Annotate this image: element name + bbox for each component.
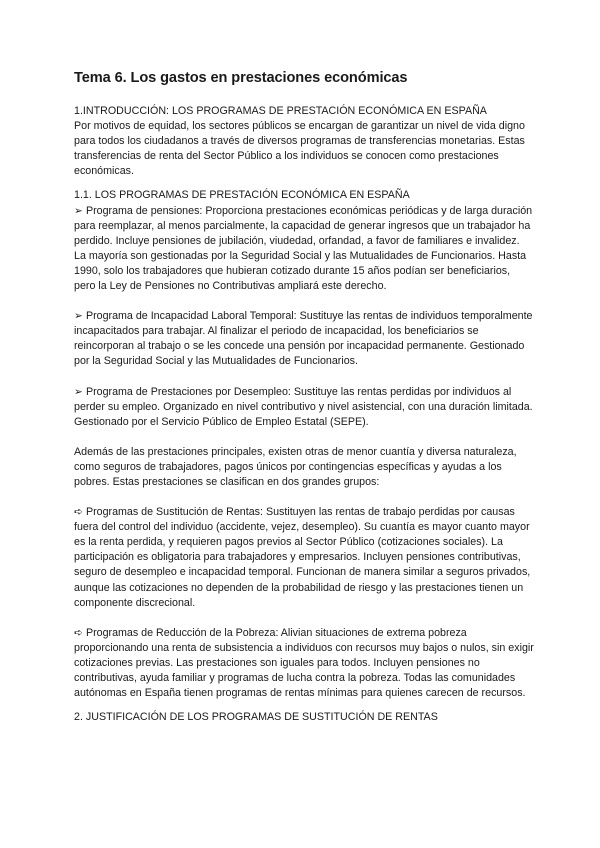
summary-paragraph: Además de las prestaciones principales, existen otras de menor cuantía y diversa naturaleza, como seguros de trabajadores, pagos únicos por contingencias específicas y ayudas a los pobres. Estas prestaciones se clasifican en dos grandes grupos: [74,445,517,488]
poverty-reduction-group [74,626,534,701]
intro-heading: 1.INTRODUCCIÓN: LOS PROGRAMAS DE PRESTACIÓN ECONÓMICA EN ESPAÑA [74,105,487,117]
unemployment-item-text: Programa de Prestaciones por Desempleo: Sustituye las rentas perdidas por individuos al perder su empleo. Organizado en nivel contributivo y nivel asistencial, con una duración limitada. Gestionado por el Servicio Público de Empleo Estatal (SEPE). [74,385,533,428]
arrow-bullet-icon: ➢ [74,204,83,217]
pensions-item-text: Programa de pensiones: Proporciona prestaciones económicas periódicas y de larga duración para reemplazar, al menos parcialmente, la capacidad de generar ingresos que un trabajador ha perdido. Incluye pensiones de jubilación, viudedad, orfandad, a favor de familiares e invalidez. La mayoría son gestionadas por la Seguridad Social y las Mutualidades de Funcionarios. Hasta 1990, solo los trabajadores que hubieran cotizado durante 15 años podían ser beneficiarios, pero la Ley de Pensiones no Contributivas ampliará este derecho. [74,204,533,293]
section-1-1-heading: 1.1. LOS PROGRAMAS DE PRESTACIÓN ECONÓMICA EN ESPAÑA [74,189,410,202]
income-substitution-group [74,505,534,611]
arrow-bullet-icon: ➢ [74,310,83,323]
section-2-heading: 2. JUSTIFICACIÓN DE LOS PROGRAMAS DE SUSTITUCIÓN DE RENTAS [74,711,438,724]
pensions-item [74,204,534,295]
unemployment-item [74,385,534,430]
arrow-bullet-icon: ➢ [74,385,83,398]
poverty-reduction-text: Programas de Reducción de la Pobreza: Alivian situaciones de extrema pobreza proporcionando una renta de subsistencia a individuos con recursos muy bajos o nulos, sin exigir cotizaciones previas. Las prestaciones son iguales para todos. Incluyen pensiones no contributivas, ayuda familiar y programas de lucha contra la pobreza. Todas las comunidades autónomas en España tienen programas de rentas mínimas para quienes carecen de recursos. [74,626,534,700]
pointer-bullet-icon: ➪ [74,626,83,639]
pointer-bullet-icon: ➪ [74,506,83,519]
page-title: Tema 6. Los gastos en prestaciones económicas [74,70,408,86]
incapacity-item-text: Programa de Incapacidad Laboral Temporal: Sustituye las rentas de individuos temporalmente incapacitados para trabajar. Al finalizar el periodo de incapacidad, los beneficiarios se reincorporan al trabajo o se les concede una pensión por incapacidad permanente. Gestionado por la Seguridad Social y las Mutualidades de Funcionarios. [74,310,533,368]
intro-paragraph: Por motivos de equidad, los sectores públicos se encargan de garantizar un nivel de vida digno para todos los ciudadanos a través de diversos programas de transferencias monetarias. Estas transferencias de renta del Sector Público a los individuos se conocen como prestaciones económicas. [74,120,525,178]
incapacity-item [74,309,534,369]
income-substitution-text: Programas de Sustitución de Rentas: Sustituyen las rentas de trabajo perdidas por causas fuera del control del individuo (accidente, vejez, desempleo). Su cuantía es mayor cuanto mayor es la renta perdida, y requieren pagos previos al Sector Público (cotizaciones sociales). La participación es obligatoria para trabajadores y empresarios. Incluyen pensiones contributivas, seguro de desempleo e incapacidad temporal. Funcionan de manera similar a seguros privados, aunque las cotizaciones no dependen de la probabilidad de riesgo y las prestaciones tienen un componente discrecional. [74,506,531,609]
document-page [74,70,534,725]
